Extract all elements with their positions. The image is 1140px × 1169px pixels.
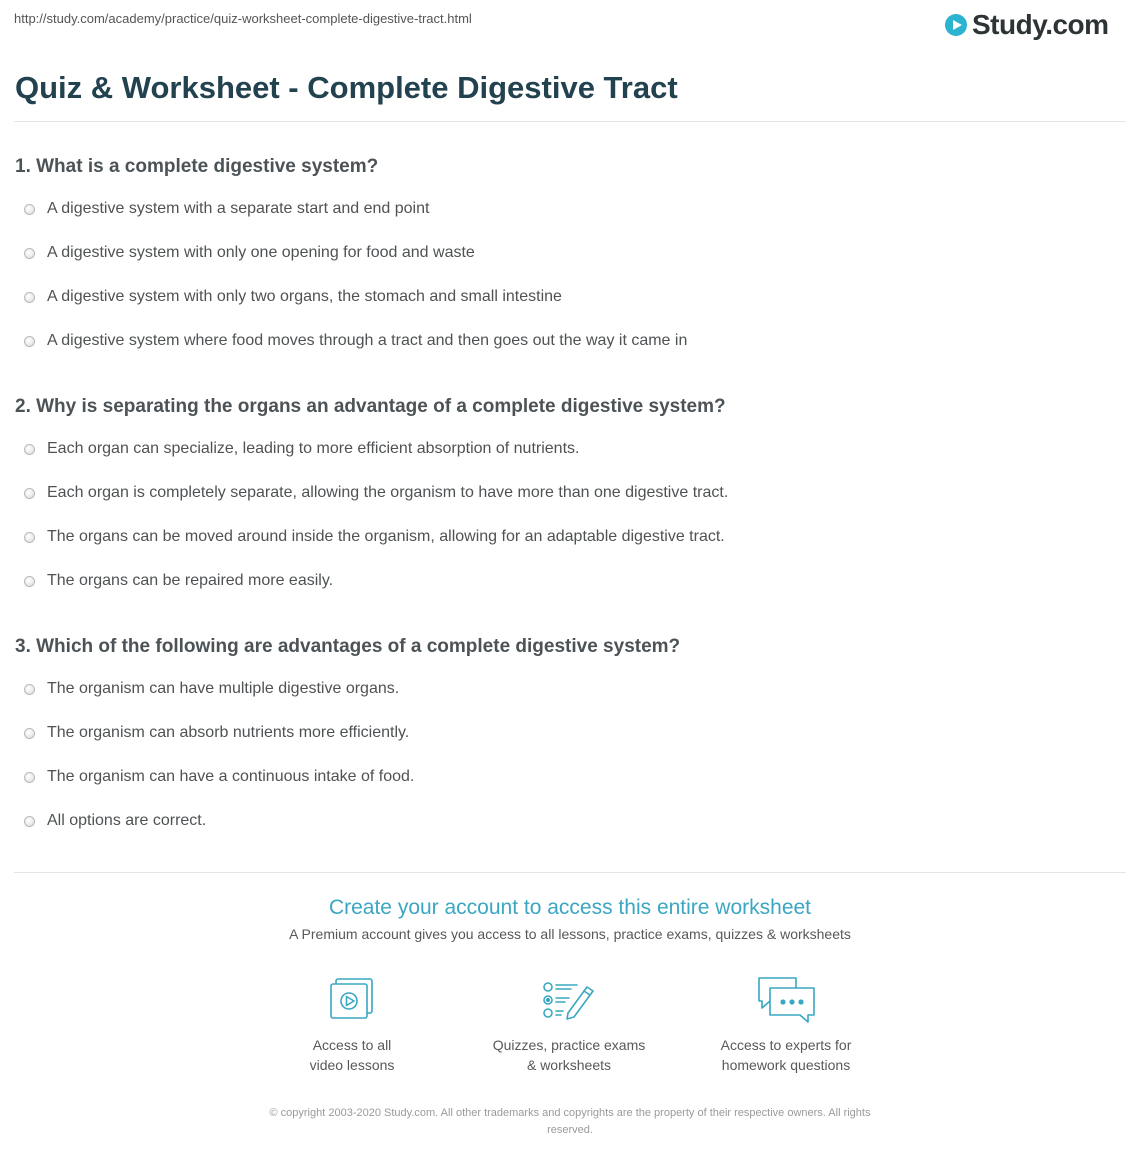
radio-button[interactable] (24, 248, 35, 259)
radio-button[interactable] (24, 576, 35, 587)
answer-text: A digestive system with only one opening for food and waste (47, 244, 475, 261)
radio-button[interactable] (24, 728, 35, 739)
answer-option[interactable] (24, 200, 429, 218)
answer-option[interactable] (24, 440, 579, 458)
question-2: 2. Why is separating the organs an advantage of a complete digestive system? (15, 396, 726, 417)
answer-option[interactable] (24, 244, 475, 262)
answer-option[interactable] (24, 680, 399, 698)
feature-text-line: video lessons (309, 1057, 395, 1073)
answer-text: Each organ is completely separate, allowing the organism to have more than one digestive tract. (47, 484, 729, 501)
radio-button[interactable] (24, 816, 35, 827)
premium-description: A Premium account gives you access to all lessons, practice exams, quizzes & worksheets (289, 926, 851, 942)
answer-text: All options are correct. (47, 812, 207, 829)
divider (14, 872, 1126, 873)
radio-button[interactable] (24, 488, 35, 499)
answer-text: A digestive system with only two organs, the stomach and small intestine (47, 288, 562, 305)
feature-experts (686, 975, 886, 1075)
radio-button[interactable] (24, 336, 35, 347)
logo-text: Study.com (972, 9, 1109, 40)
study-logo[interactable] (944, 7, 1109, 43)
answer-option[interactable] (24, 724, 409, 742)
answer-text: A digestive system where food moves through a tract and then goes out the way it came in (47, 332, 688, 349)
radio-button[interactable] (24, 684, 35, 695)
answer-option[interactable] (24, 572, 333, 590)
chat-bubbles-icon (754, 975, 818, 1025)
answer-option[interactable] (24, 288, 562, 306)
radio-button[interactable] (24, 444, 35, 455)
answer-text: The organism can absorb nutrients more efficiently. (47, 724, 410, 741)
video-lessons-icon (324, 975, 380, 1025)
feature-text-line: Access to experts for (720, 1037, 852, 1053)
answer-option[interactable] (24, 332, 687, 350)
page-title: Quiz & Worksheet - Complete Digestive Tract (15, 70, 678, 105)
answer-option[interactable] (24, 528, 725, 546)
answer-text: The organism can have a continuous intake of food. (47, 768, 415, 785)
answer-text: The organism can have multiple digestive organs. (47, 680, 400, 697)
answer-text: Each organ can specialize, leading to more efficient absorption of nutrients. (47, 440, 580, 457)
radio-button[interactable] (24, 772, 35, 783)
feature-text-line: & worksheets (526, 1057, 612, 1073)
copyright-line: reserved. (547, 1124, 593, 1136)
answer-option[interactable] (24, 768, 414, 786)
question-3: 3. Which of the following are advantages of a complete digestive system? (15, 636, 681, 657)
question-1: 1. What is a complete digestive system? (15, 156, 379, 177)
copyright-notice (210, 1105, 930, 1139)
feature-text-line: Quizzes, practice exams (492, 1037, 646, 1053)
feature-text-line: homework questions (721, 1057, 851, 1073)
radio-button[interactable] (24, 532, 35, 543)
feature-text-line: Access to all (312, 1037, 392, 1053)
answer-text: The organs can be repaired more easily. (47, 572, 334, 589)
checklist-icon (539, 975, 599, 1025)
play-circle-icon (944, 13, 968, 37)
radio-button[interactable] (24, 204, 35, 215)
answer-text: The organs can be moved around inside the organism, allowing for an adaptable digestive tract. (47, 528, 725, 545)
feature-video-lessons (252, 975, 452, 1075)
create-account-link[interactable]: Create your account to access this entire worksheet (328, 896, 812, 919)
answer-option[interactable] (24, 812, 206, 830)
answer-text: A digestive system with a separate start and end point (47, 200, 430, 217)
answer-option[interactable] (24, 484, 728, 502)
radio-button[interactable] (24, 292, 35, 303)
page-url: http://study.com/academy/practice/quiz-worksheet-complete-digestive-tract.html (14, 11, 472, 26)
divider (14, 121, 1126, 122)
feature-quizzes (469, 975, 669, 1075)
copyright-line: © copyright 2003-2020 Study.com. All other trademarks and copyrights are the property of their respective owners. All rights (269, 1107, 871, 1119)
